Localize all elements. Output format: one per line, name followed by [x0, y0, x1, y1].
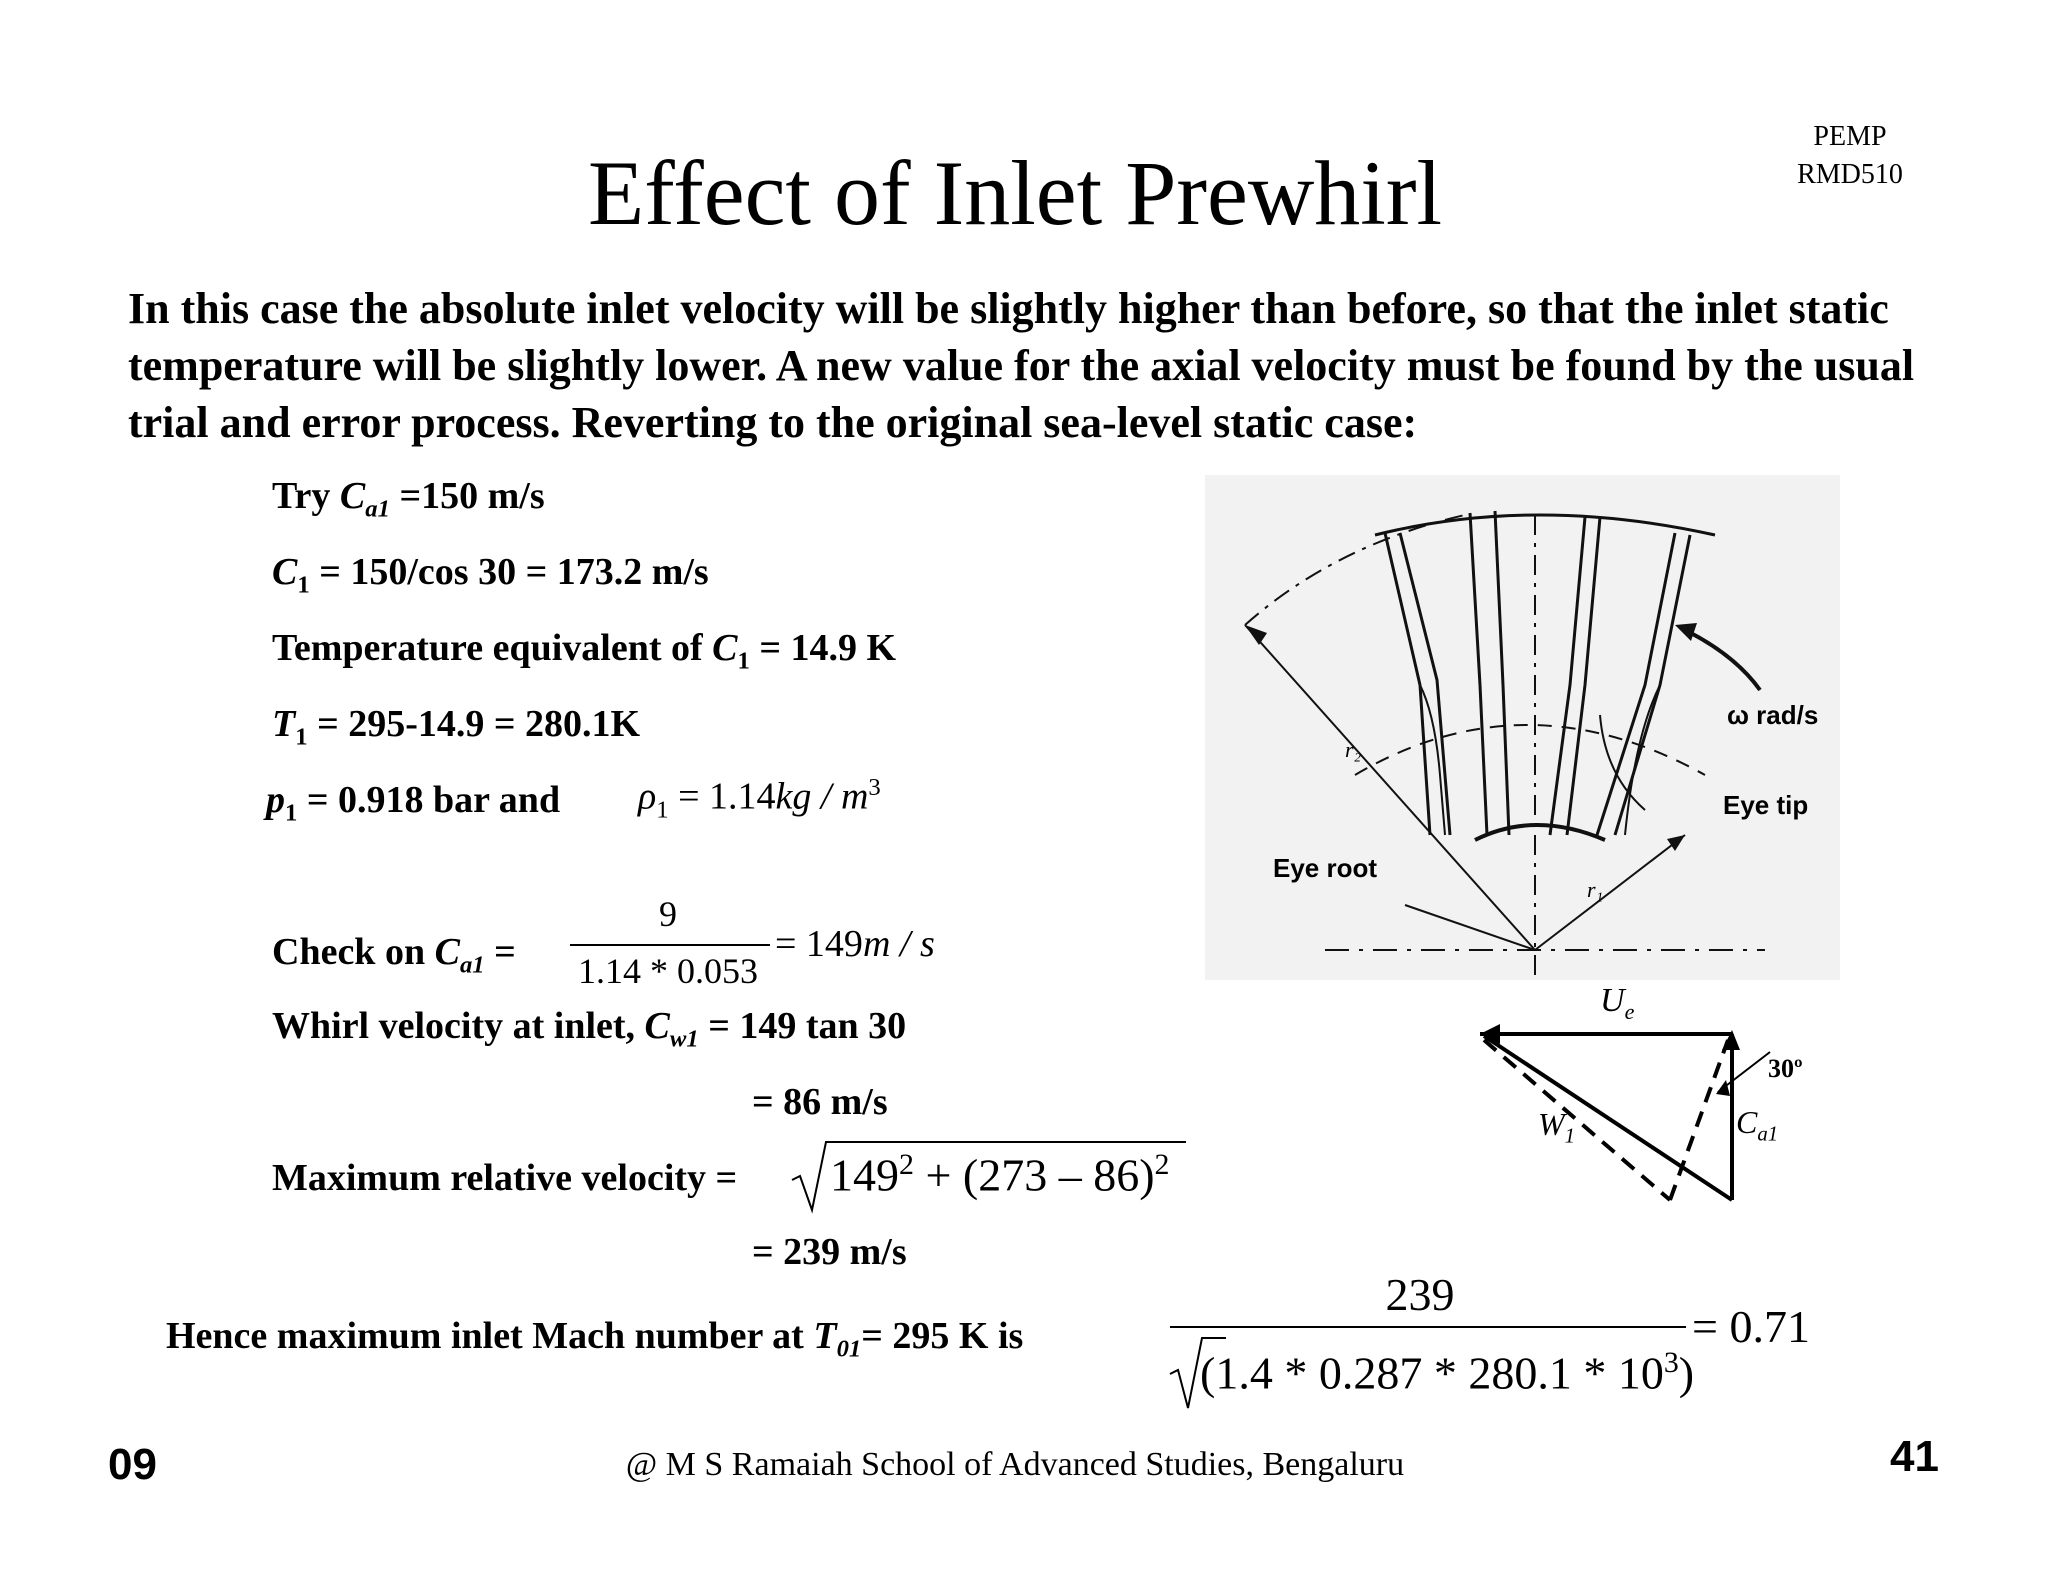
omega-label: ω rad/s	[1727, 700, 1819, 730]
intro-paragraph: In this case the absolute inlet velocity will be slightly higher than before, so that the inlet static temperature will be slightly lower. A new value for the axial velocity must be found by the usual trial and error process. Reverting to the original sea-level static case:	[128, 284, 1915, 447]
step-whirl	[272, 1004, 906, 1054]
ca1-label-main: C	[1736, 1104, 1758, 1140]
step-hence-value: = 295 K is	[861, 1315, 1024, 1357]
maxrel-paren: + (273 – 86)	[913, 1149, 1155, 1201]
check-result-unit: m / s	[862, 923, 935, 965]
mach-den-body: (1.4 * 0.287 * 280.1 * 10	[1200, 1347, 1664, 1399]
footer-institution: @ M S Ramaiah School of Advanced Studies, Bengaluru	[625, 1446, 1405, 1483]
step-temp-var: C	[712, 627, 738, 669]
step-check-var: C	[434, 931, 460, 973]
step-whirl-value: = 149 tan 30	[698, 1005, 907, 1047]
mach-den-exp: 3	[1663, 1346, 1679, 1379]
eye-tip-label: Eye tip	[1723, 790, 1809, 820]
mach-numerator: 239	[1385, 1269, 1455, 1320]
ue-label-sub: e	[1624, 998, 1635, 1024]
rho-var: ρ	[638, 775, 657, 818]
step-hence-text: Hence maximum inlet Mach number at	[166, 1315, 814, 1357]
ue-label-main: U	[1600, 982, 1625, 1019]
maxrel-exp-2: 2	[1154, 1148, 1170, 1181]
mach-fraction-bar	[1170, 1326, 1686, 1328]
mach-den-close: )	[1678, 1347, 1695, 1399]
rho-expression	[638, 774, 881, 824]
w1-label-main: W	[1538, 1106, 1565, 1142]
step-c1-var: C	[272, 551, 298, 593]
eye-root-label: Eye root	[1273, 853, 1378, 883]
velocity-triangle	[1470, 1010, 1780, 1220]
step-p1-value: = 0.918 bar and	[297, 779, 561, 821]
maxrel-base: 149	[830, 1149, 899, 1201]
ue-label	[1600, 982, 1634, 1025]
w1-label-sub: 1	[1564, 1124, 1576, 1148]
step-p1	[266, 778, 560, 828]
r1-label: r₁	[1587, 877, 1604, 902]
step-temperature	[272, 626, 896, 676]
w1-label	[1538, 1106, 1575, 1148]
step-maxrel-result: = 239 m/s	[752, 1231, 907, 1273]
page-title: Effect of Inlet Prewhirl	[587, 142, 1443, 244]
course-code-line-2: RMD510	[1797, 159, 1903, 190]
check-result-value: = 149	[775, 923, 863, 965]
step-temp-text: Temperature equivalent of	[272, 627, 713, 669]
ca1-label-sub: a1	[1757, 1122, 1779, 1146]
step-check-sub: a1	[459, 951, 485, 979]
rho-sub: 1	[656, 796, 669, 824]
step-hence-var: T	[813, 1315, 837, 1357]
check-fraction-bar	[570, 944, 770, 946]
step-try	[272, 474, 545, 524]
footer-page-number: 41	[1890, 1432, 1939, 1481]
step-check	[272, 930, 516, 980]
step-c1	[272, 550, 709, 600]
step-try-value: =150 m/s	[389, 475, 545, 517]
impeller-figure	[1205, 475, 1840, 980]
step-temp-sub: 1	[737, 647, 750, 675]
mach-denominator	[1200, 1346, 1694, 1399]
check-denominator: 1.14 * 0.053	[578, 951, 758, 991]
rho-value: = 1.14	[668, 775, 776, 818]
rho-exp: 3	[868, 774, 881, 801]
footer-module-number: 09	[108, 1440, 157, 1489]
step-maxrel-label: Maximum relative velocity =	[272, 1157, 738, 1199]
step-p1-sub: 1	[285, 799, 298, 827]
step-temp-value: = 14.9 K	[749, 627, 897, 669]
maxrel-expression	[830, 1148, 1170, 1201]
step-t1	[272, 702, 640, 752]
angle-label: 30º	[1768, 1054, 1803, 1083]
step-c1-sub: 1	[297, 571, 310, 599]
course-code-line-1: PEMP	[1813, 121, 1887, 152]
step-hence-sub: 01	[836, 1335, 862, 1363]
step-whirl-result: = 86 m/s	[752, 1081, 888, 1123]
ca1-label	[1736, 1104, 1778, 1146]
course-code	[1790, 118, 1910, 194]
step-whirl-var: C	[644, 1005, 670, 1047]
check-numerator: 9	[659, 894, 677, 934]
step-try-prefix: Try	[272, 475, 340, 517]
r2-label: r₂	[1345, 737, 1362, 762]
w1-dashed-vector	[1484, 1040, 1670, 1200]
mach-result: = 0.71	[1692, 1301, 1810, 1352]
step-t1-sub: 1	[295, 723, 308, 751]
step-c1-value: = 150/cos 30 = 173.2 m/s	[309, 551, 709, 593]
step-hence	[166, 1314, 1023, 1364]
step-try-sub: a1	[365, 495, 390, 523]
step-check-text: Check on	[272, 931, 435, 973]
step-try-var: C	[339, 475, 366, 517]
step-whirl-text: Whirl velocity at inlet,	[272, 1005, 645, 1047]
angle-arrowhead	[1716, 1080, 1730, 1096]
step-t1-value: = 295-14.9 = 280.1K	[307, 703, 641, 745]
step-p1-var: p	[266, 779, 285, 821]
maxrel-exp-1: 2	[899, 1148, 914, 1181]
rho-unit: kg / m	[775, 775, 869, 818]
step-t1-var: T	[272, 703, 296, 745]
step-check-eq: =	[484, 931, 516, 973]
w1-vector	[1484, 1036, 1732, 1200]
check-result	[775, 922, 935, 966]
step-whirl-sub: w1	[669, 1025, 699, 1053]
